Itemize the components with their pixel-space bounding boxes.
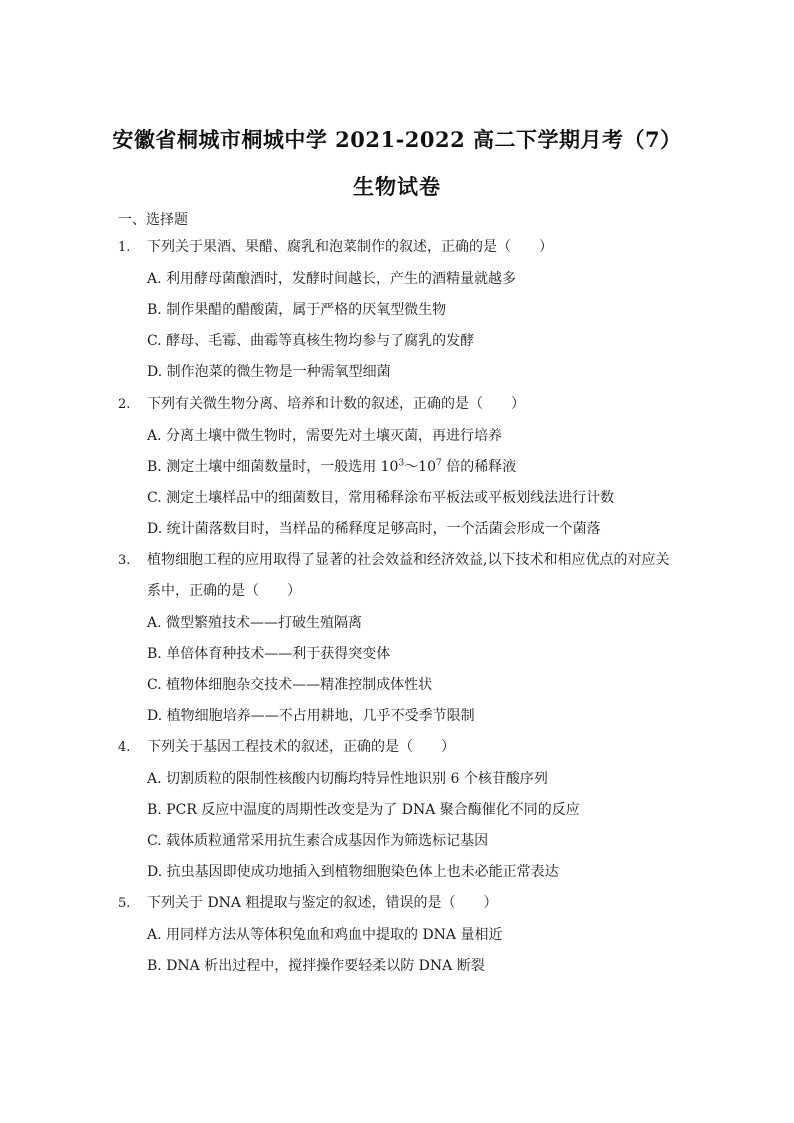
question-stem: 植物细胞工程的应用取得了显著的社会效益和经济效益,以下技术和相应优点的对应关 — [147, 552, 670, 568]
option-b-prefix: B. 测定土壤中细菌数量时，一般选用 10 — [147, 459, 399, 475]
page-subtitle: 生物试卷 — [353, 174, 441, 199]
section-heading: 一、选择题 — [118, 212, 188, 228]
option-b — [147, 458, 516, 476]
option-c: C. 植物体细胞杂交技术——精准控制成体性状 — [147, 677, 433, 693]
question-stem: 下列关于 DNA 粗提取与鉴定的叙述，错误的是（ ） — [147, 895, 498, 911]
option-d: D. 制作泡菜的微生物是一种需氧型细菌 — [147, 364, 391, 380]
option-b-middle: ～10 — [404, 459, 437, 475]
option-a: A. 分离土壤中微生物时，需要先对土壤灭菌，再进行培养 — [147, 428, 503, 444]
option-b: B. PCR 反应中温度的周期性改变是为了 DNA 聚合酶催化不同的反应 — [147, 802, 580, 818]
question-number: 5. — [118, 896, 131, 911]
option-b: B. DNA 析出过程中，搅拌操作要轻柔以防 DNA 断裂 — [147, 958, 485, 974]
option-d: D. 植物细胞培养——不占用耕地，几乎不受季节限制 — [147, 708, 475, 724]
option-b: B. 单倍体育种技术——利于获得突变体 — [147, 646, 391, 662]
option-c: C. 测定土壤样品中的细菌数目，常用稀释涂布平板法或平板划线法进行计数 — [147, 490, 615, 506]
option-b-suffix: 倍的稀释液 — [441, 459, 517, 475]
question-stem: 下列关于基因工程技术的叙述，正确的是（ ） — [147, 739, 455, 755]
question-stem: 下列有关微生物分离、培养和计数的叙述，正确的是（ ） — [147, 396, 525, 412]
option-a: A. 切割质粒的限制性核酸内切酶均特异性地识别 6 个核苷酸序列 — [147, 771, 548, 787]
exponent: 7 — [436, 458, 442, 469]
option-c: C. 载体质粒通常采用抗生素合成基因作为筛选标记基因 — [147, 833, 489, 849]
option-b: B. 制作果醋的醋酸菌，属于严格的厌氧型微生物 — [147, 302, 447, 318]
question-stem-continued: 系中，正确的是（ ） — [147, 583, 301, 599]
option-c: C. 酵母、毛霉、曲霉等真核生物均参与了腐乳的发酵 — [147, 333, 475, 349]
question-number: 4. — [118, 740, 131, 755]
option-d: D. 抗虫基因即使成功地插入到植物细胞染色体上也未必能正常表达 — [147, 864, 559, 880]
question-number: 1. — [118, 240, 131, 255]
question-number: 3. — [118, 553, 131, 568]
question-number: 2. — [118, 397, 131, 412]
option-a: A. 微型繁殖技术——打破生殖隔离 — [147, 615, 363, 631]
option-d: D. 统计菌落数目时，当样品的稀释度足够高时，一个活菌会形成一个菌落 — [147, 521, 601, 537]
option-a: A. 用同样方法从等体积兔血和鸡血中提取的 DNA 量相近 — [147, 927, 503, 943]
option-a: A. 利用酵母菌酿酒时，发酵时间越长，产生的酒精量就越多 — [147, 271, 517, 287]
page-title: 安徽省桐城市桐城中学 2021-2022 高二下学期月考（7） — [112, 127, 682, 152]
exponent: 3 — [398, 458, 405, 469]
question-stem: 下列关于果酒、果醋、腐乳和泡菜制作的叙述，正确的是（ ） — [147, 239, 553, 255]
